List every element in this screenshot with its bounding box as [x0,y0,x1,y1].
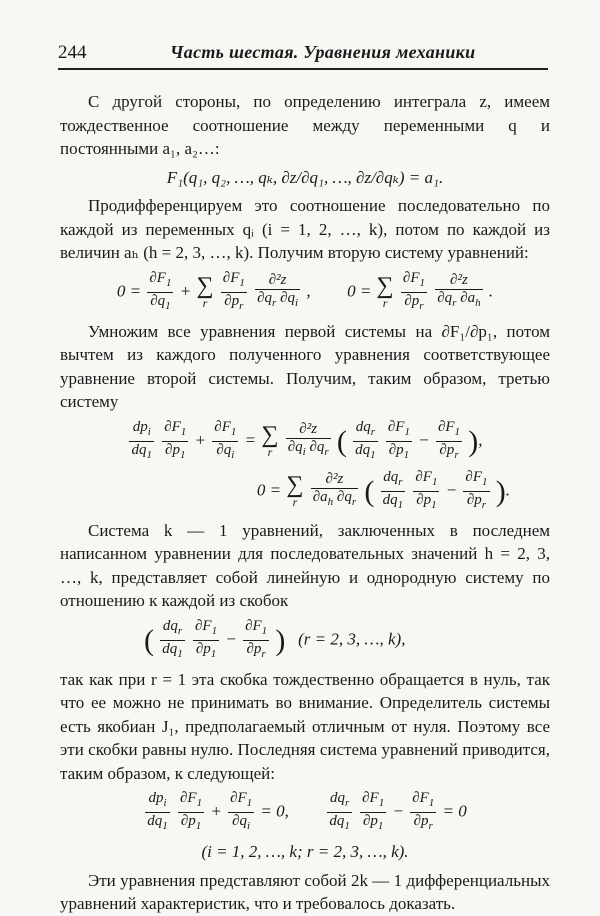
header-rule [58,68,548,70]
final-range-text: (i = 1, 2, …, k; r = 2, 3, …, k). [201,842,409,861]
paragraph-2: Продифференцируем это соотношение последовательно по каждой из переменных qᵢ (i = 1, 2, …, k), потом по каждой из величин aₕ (h = 2, 3, …, k). Получим вторую систему уравнений: [60,196,550,262]
running-title: Часть шестая. Уравнения механики [170,42,476,62]
paragraph-1: С другой стороны, по определению интеграла z, имеем тождественное соотношение между переменными q и постоянными a₁, a₂…: [60,92,550,158]
equation-F [60,166,550,190]
page-header [58,36,548,70]
page-body [60,90,550,916]
paragraph-6: Эти уравнения представляют собой 2k — 1 дифференциальных уравнений характеристик, что и требовалось доказать. [60,870,550,913]
equation-system-3a: $\frac{dp_i}{dq_1}$ $\frac{\partial F_1}{\partial p_1}$ + $\frac{\partial F_1}{\partial q_i}$ = ∑ r $\frac{\text{∂²z}}{\partial q_i \partial q_r}$ ( $\frac{dq_r}{dq_1}$ $\frac{\partial F_1}{\partial p_1}$ − $\frac{\partial F_1}{\partial p_r}$ ), [131,418,483,461]
equation-system-2: 0 = $\frac{\partial F_1}{\partial q_1}$ + ∑ r $\frac{\partial F_1}{\partial p_r}$ $\frac{\text{∂²z}}{\partial q_r \partial q_i}$ , 0 = ∑ r $\frac{\partial F_1}{\partial p_r}$ $\frac{\text{∂²z}}{\partial q_r \partial a_h}$ . [116,269,494,312]
r-range: (r = 2, 3, …, k), [298,628,406,648]
equation-F-text: F₁(q₁, q₂, …, qₖ, ∂z/∂q₁, …, ∂z/∂qₖ) = a₁. [166,167,444,187]
page-number: 244 [58,42,87,63]
bracket-expression: ( $\frac{dq_r}{dq_1}$ $\frac{\partial F_1}{\partial p_1}$ − $\frac{\partial F_1}{\partial p_r}$ ) (r = 2, 3, …, k), [144,617,406,660]
paragraph-5: так как при r = 1 эта скобка тождественно обращается в нуль, так что ее можно не принимать во внимание. Определитель системы есть якобиан J₁, предполагаемый отличным от нуля. Поэтому все эти скобки равны нулю. Последняя система уравнений приводится, таким образом, к следующей: [60,669,550,783]
equation-system-3b: 0 = ∑ r $\frac{\text{∂²z}}{\partial a_h \partial q_r}$ ( $\frac{dq_r}{dq_1}$ $\frac{\partial F_1}{\partial p_1}$ − $\frac{\partial F_1}{\partial p_r}$ ). [256,468,510,511]
final-equations: $\frac{dp_i}{dq_1}$ $\frac{\partial F_1}{\partial p_1}$ + $\frac{\partial F_1}{\partial q_i}$ = 0, $\frac{dq_r}{dq_1}$ $\frac{\partial F_1}{\partial p_1}$ − $\frac{\partial F_1}{\partial p_r}$ = 0 [147,790,467,832]
final-range [60,840,550,864]
paragraph-4: Система k — 1 уравнений, заключенных в последнем написанном уравнении для последовательных значений h = 2, 3, …, k, представляет собой линейную и однородную систему по отношению к каждой из скобок [60,520,550,610]
paragraph-3: Умножим все уравнения первой системы на ∂F₁/∂p₁, потом вычтем из каждого полученного уравнения соответствующее уравнение второй системы. Получим, таким образом, третью систему [60,321,550,411]
